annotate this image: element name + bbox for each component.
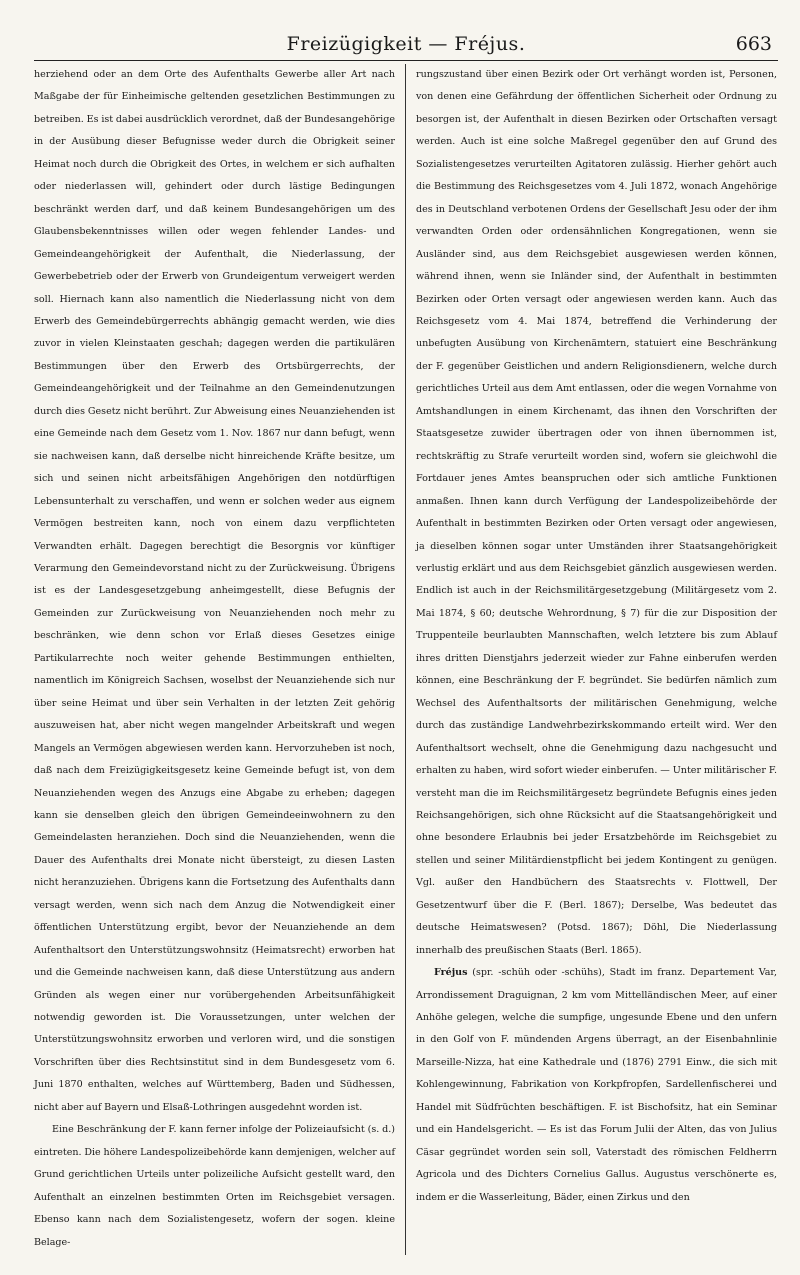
page-header: [34, 0, 778, 61]
right-column: [406, 64, 777, 1255]
left-column: [34, 64, 405, 1255]
entry-frejus: [416, 962, 777, 1209]
entry-pronunciation: (spr. -schüh oder -schühs): [472, 967, 602, 979]
entry-text: , Stadt im franz. Departement Var, Arrondissement Draguignan, 2 km vom Mittelländischen Meer, auf einer Anhöhe gelegen, welche die sumpfige, ungesunde Ebene und den unfern in den Golf von F. mündenden Argens überragt, an der Eisenbahnlinie Marseille-Nizza, hat eine Kathedrale und (1876) 2791 Einw., die sich mit Kohlengewinnung, Fabrikation von Korkpfropfen, Sardellenfischerei und Handel mit Südfrüchten beschäftigen. F. ist Bischofsitz, hat ein Seminar und ein Handelsgericht. — Es ist das Forum Julii der Alten, das von Julius Cäsar gegründet worden sein soll, Vaterstadt des römischen Feldherrn Agricola und des Dichters Cornelius Gallus. Augustus verschönerte es, indem er die Wasserleitung, Bäder, einen Zirkus und den: [416, 967, 777, 1203]
entry-lemma: Fréjus: [434, 967, 468, 979]
paragraph: Eine Beschränkung der F. kann ferner infolge der Polizeiaufsicht (s. d.) eintreten. Die höhere Landespolizeibehörde kann demjenigen, welcher auf Grund gerichtlichen Urteils unter polizeiliche Aufsicht gestellt ward, den Aufenthalt an einzelnen bestimmten Orten im Reichsgebiet versagen. Ebenso kann nach dem Sozialistengesetz, wofern der sogen. kleine Belage-: [34, 1124, 395, 1248]
running-title: Freizügigkeit — Fréjus.: [286, 33, 526, 55]
page-number: 663: [735, 33, 772, 55]
paragraph: herziehend oder an dem Orte des Aufenthalts Gewerbe aller Art nach Maßgabe der für Einheimische geltenden gesetzlichen Bestimmungen zu betreiben. Es ist dabei ausdrücklich verordnet, daß der Bundesangehörige in der Ausübung dieser Befugnisse weder durch die Obrigkeit seiner Heimat noch durch die Obrigkeit des Ortes, in welchem er sich aufhalten oder niederlassen will, gehindert oder durch lästige Bedingungen beschränkt werden darf, und daß keinem Bundesangehörigen um des Glaubensbekenntnisses willen oder wegen fehlender Landes- und Gemeindeangehörigkeit der Aufenthalt, die Niederlassung, der Gewerbebetrieb oder der Erwerb von Grundeigentum verweigert werden soll. Hiernach kann also namentlich die Niederlassung nicht von dem Erwerb des Gemeindebürgerrechts abhängig gemacht werden, wie dies zuvor in vielen Kleinstaaten geschah; dagegen werden die partikulären Bestimmungen über den Erwerb des Ortsbürgerrechts, der Gemeindeangehörigkeit und der Teilnahme an den Gemeindenutzungen durch dies Gesetz nicht berührt. Zur Abweisung eines Neuanziehenden ist eine Gemeinde nach dem Gesetz vom 1. Nov. 1867 nur dann befugt, wenn sie nachweisen kann, daß derselbe nicht hinreichende Kräfte besitze, um sich und seinen nicht arbeitsfähigen Angehörigen den notdürftigen Lebensunterhalt zu verschaffen, und wenn er solchen weder aus eignem Vermögen bestreiten kann, noch von einem dazu verpflichteten Verwandten erhält. Dagegen berechtigt die Besorgnis vor künftiger Verarmung den Gemeindevorstand nicht zu der Zurückweisung. Übrigens ist es der Landesgesetzgebung anheimgestellt, diese Befugnis der Gemeinden zur Zurückweisung von Neuanziehenden noch mehr zu beschränken, wie denn schon vor Erlaß dieses Gesetzes einige Partikularrechte noch weiter gehende Bestimmungen enthielten, namentlich im Königreich Sachsen, woselbst der Neuanziehende sich nur über seine Heimat und über sein Verhalten in der letzten Zeit gehörig auszuweisen hat, aber nicht wegen mangelnder Arbeitskraft und wegen Mangels an Vermögen abgewiesen werden kann. Hervorzuheben ist noch, daß nach dem Freizügigkeitsgesetz keine Gemeinde befugt ist, von dem Neuanziehenden wegen des Anzugs eine Abgabe zu erheben; dagegen kann sie denselben gleich den übrigen Gemeindeeinwohnern zu den Gemeindelasten heranziehen. Doch sind die Neuanziehenden, wenn die Dauer des Aufenthalts drei Monate nicht übersteigt, zu diesen Lasten nicht heranzuziehen. Übrigens kann die Fortsetzung des Aufenthalts dann versagt werden, wenn sich nach dem Anzug die Notwendigkeit einer öffentlichen Unterstützung ergibt, bevor der Neuanziehende an dem Aufenthaltsort den Unterstützungswohnsitz (Heimatsrecht) erworben hat und die Gemeinde nachweisen kann, daß diese Unterstützung aus andern Gründen als wegen einer nur vorübergehenden Arbeitsunfähigkeit notwendig geworden ist. Die Voraussetzungen, unter welchen der Unterstützungswohnsitz erworben und verloren wird, und die sonstigen Vorschriften über dies Rechtsinstitut sind in dem Bundesgesetz vom 6. Juni 1870 enthalten, welches auf Württemberg, Baden und Südhessen, nicht aber auf Bayern und Elsaß-Lothringen ausgedehnt worden ist.: [34, 69, 395, 1113]
text-columns: [34, 64, 778, 1255]
paragraph: rungszustand über einen Bezirk oder Ort verhängt worden ist, Personen, von denen eine Gefährdung der öffentlichen Sicherheit oder Ordnung zu besorgen ist, der Aufenthalt in diesen Bezirken oder Ortschaften versagt werden. Auch ist eine solche Maßregel gegenüber den auf Grund des Sozialistengesetzes verurteilten Agitatoren zulässig. Hierher gehört auch die Bestimmung des Reichsgesetzes vom 4. Juli 1872, wonach Angehörige des in Deutschland verbotenen Ordens der Gesellschaft Jesu oder der ihm verwandten Orden oder ordensähnlichen Kongregationen, wenn sie Ausländer sind, aus dem Reichsgebiet ausgewiesen werden können, während ihnen, wenn sie Inländer sind, der Aufenthalt in bestimmten Bezirken oder Orten versagt oder angewiesen werden kann. Auch das Reichsgesetz vom 4. Mai 1874, betreffend die Verhinderung der unbefugten Ausübung von Kirchenämtern, statuiert eine Beschränkung der F. gegenüber Geistlichen und andern Religionsdienern, welche durch gerichtliches Urteil aus dem Amt entlassen, oder die wegen Vornahme von Amtshandlungen in einem Kirchenamt, das ihnen den Vorschriften der Staatsgesetze zuwider übertragen oder von ihnen übernommen ist, rechtskräftig zu Strafe verurteilt worden sind, wofern sie gleichwohl die Fortdauer jenes Amtes beanspruchen oder sich amtliche Funktionen anmaßen. Ihnen kann durch Verfügung der Landespolizeibehörde der Aufenthalt in bestimmten Bezirken oder Orten versagt oder angewiesen, ja dieselben können sogar unter Umständen ihrer Staatsangehörigkeit verlustig erklärt und aus dem Reichsgebiet gänzlich ausgewiesen werden. Endlich ist auch in der Reichsmilitärgesetzgebung (Militärgesetz vom 2. Mai 1874, § 60; deutsche Wehrordnung, § 7) für die zur Disposition der Truppenteile beurlaubten Mannschaften, welch letztere bis zum Ablauf ihres dritten Dienstjahrs jederzeit wieder zur Fahne einberufen werden können, eine Beschränkung der F. begründet. Sie bedürfen nämlich zum Wechsel des Aufenthaltsorts der militärischen Genehmigung, welche durch das zuständige Landwehrbezirkskommando erteilt wird. Wer den Aufenthaltsort wechselt, ohne die Genehmigung dazu nachgesucht und erhalten zu haben, wird sofort wieder einberufen. — Unter militärischer F. versteht man die im Reichsmilitärgesetz begründete Befugnis eines jeden Reichsangehörigen, sich ohne Rücksicht auf die Staatsangehörigkeit und ohne besondere Erlaubnis bei jeder Ersatzbehörde im Reichsgebiet zu stellen und seiner Militärdienstpflicht bei jedem Kontingent zu genügen. Vgl. außer den Handbüchern des Staatsrechts v. Flottwell, Der Gesetzentwurf über die F. (Berl. 1867); Derselbe, Was bedeutet das deutsche Heimatswesen? (Potsd. 1867); Döhl, Die Niederlassung innerhalb des preußischen Staats (Berl. 1865).: [416, 69, 777, 956]
